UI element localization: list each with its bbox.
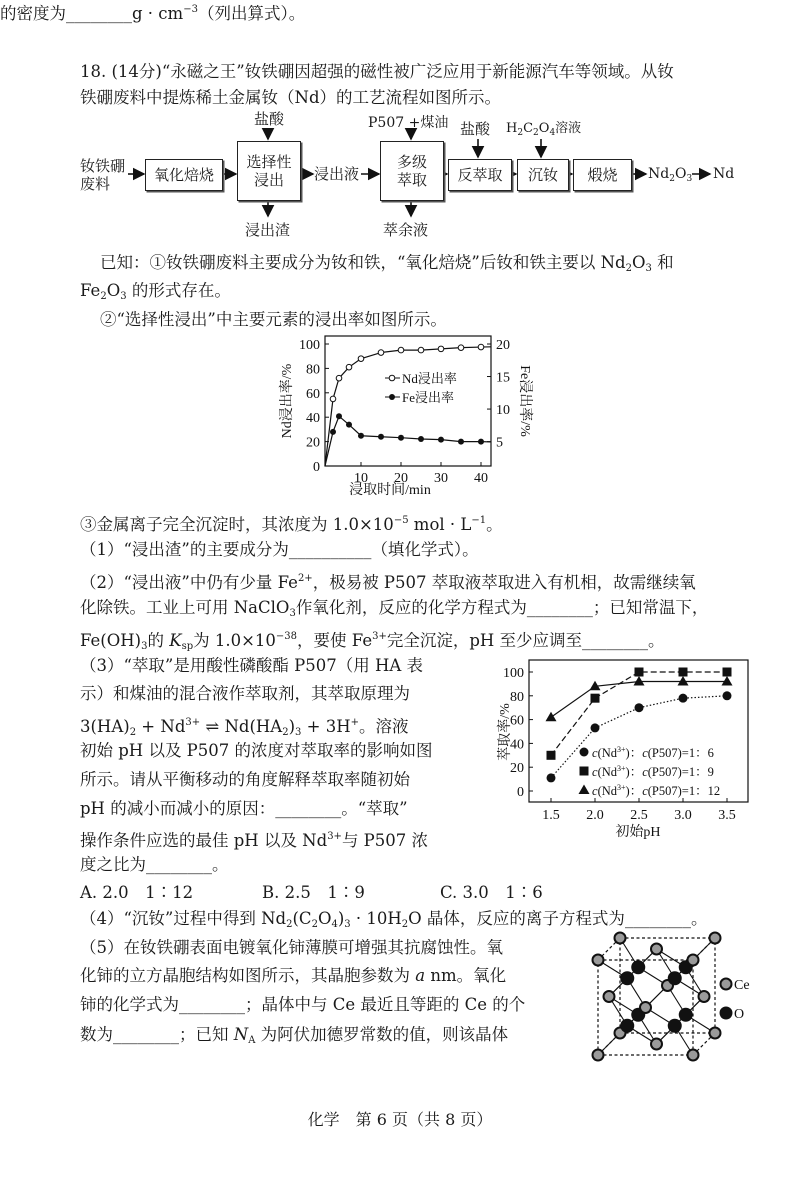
subscript: 2	[311, 919, 318, 930]
text-run: （4）“沉钕”过程中得到 Nd	[80, 909, 287, 928]
text-run: 化铈的立方晶胞结构如图所示，其晶胞参数为	[80, 966, 416, 985]
italic-symbol: K	[169, 631, 182, 650]
y2-tick-label: 20	[496, 338, 510, 353]
x-axis-label: 浸取时间/min	[349, 483, 431, 498]
subscript: A	[248, 1035, 256, 1046]
text-run: ⇌ Nd(HA	[200, 717, 283, 736]
cerium-atom	[615, 933, 626, 944]
text-run: · 10H	[350, 909, 402, 928]
superscript: 2+	[297, 573, 313, 584]
legend-text-part: 3+	[617, 745, 626, 754]
legend-text-part: )：	[625, 765, 643, 779]
text-run: ，要使 Fe	[297, 631, 373, 650]
subscript: 3	[141, 641, 148, 652]
text-run: 3(HA)	[80, 717, 130, 736]
subscript: 3	[295, 727, 302, 738]
text-run: 和	[651, 253, 674, 272]
text-run: 为阿伏加德罗常数的值，则该晶体	[255, 1025, 509, 1044]
data-point-circle	[679, 694, 688, 703]
subscript: 2	[286, 919, 293, 930]
legend-text-part: (P507)=1：6	[647, 746, 714, 760]
x-tick-label: 10	[354, 471, 368, 486]
legend-text-part: (Nd	[597, 746, 618, 760]
product-metal: Nd	[713, 166, 735, 182]
legend-marker-square	[580, 767, 589, 776]
subscript: 3	[289, 608, 296, 619]
x-axis-label: 初始pH	[615, 825, 661, 840]
text-run: Fe	[80, 281, 101, 300]
superscript: 3+	[327, 831, 342, 842]
text-run: 与 P507 浓	[341, 831, 429, 850]
legend-label-square	[592, 764, 714, 779]
fe-data-point	[336, 413, 342, 419]
reagent-hcl-strip: 盐酸	[460, 120, 491, 138]
data-point-square	[591, 694, 600, 703]
data-point-square	[547, 751, 556, 760]
step-back-extraction: 反萃取	[448, 159, 512, 191]
text-run: 示）和煤油的混合液作萃取剂，其萃取原理为	[80, 684, 410, 703]
text-run: 度之比为	[80, 855, 146, 874]
legend-nd-marker	[389, 375, 395, 381]
legend-text-part: (Nd	[597, 765, 618, 779]
oxygen-atom	[679, 1008, 693, 1022]
cerium-atom	[593, 1050, 604, 1061]
text-run: 。	[690, 909, 708, 928]
legend-text-part: c	[592, 746, 598, 760]
text-run: 操作条件应选的最佳 pH 以及 Nd	[80, 831, 328, 850]
text-run: 18. (14分)“永磁之王”钕铁硼因超强的磁性被广泛应用于新能源汽车等领域。从钕	[80, 62, 674, 81]
text-run: g · cm	[132, 4, 184, 23]
answer-blank: ________	[624, 909, 691, 928]
text-run: nm。氧化	[425, 966, 507, 985]
superscript: −3	[183, 4, 198, 15]
legend-text-part: (P507)=1：9	[647, 765, 714, 779]
superscript: +	[350, 717, 359, 728]
fe-data-point	[418, 436, 424, 442]
x-tick-label: 3.5	[718, 808, 736, 823]
text-run: O	[632, 253, 646, 272]
legend-text-part: 3+	[617, 764, 626, 773]
text-run: 。	[486, 515, 503, 534]
fe-data-point	[358, 433, 364, 439]
legend-text-part: c	[592, 784, 598, 798]
y-tick-label: 20	[306, 435, 320, 451]
legend-ce-label: Ce	[734, 978, 750, 993]
data-point-triangle	[546, 712, 557, 722]
text-run: 铈的化学式为	[80, 995, 179, 1014]
answer-blank: ________	[179, 995, 245, 1014]
subscript: 3	[645, 263, 652, 274]
x-tick-label: 40	[474, 471, 488, 486]
data-point-triangle	[634, 676, 645, 686]
reagent-oxalic-acid: $H_2C_2O_4$溶液	[506, 121, 582, 138]
legend-ce-marker	[721, 979, 732, 990]
text-run: （列出算式）。	[197, 4, 306, 23]
nd-data-point	[378, 350, 384, 356]
text-run: )	[288, 717, 296, 736]
text-run: 的形式存在。	[126, 281, 231, 300]
fe-data-point	[438, 437, 444, 443]
y-tick-label: 0	[517, 785, 524, 800]
y-axis-label: 萃取率/%	[498, 703, 513, 761]
cerium-atom	[640, 1002, 651, 1013]
y-tick-label: 0	[313, 460, 320, 475]
x-tick-label: 2.5	[630, 808, 648, 823]
text-run: 化除铁。工业上可用 NaClO	[80, 598, 290, 617]
oxygen-atom	[620, 971, 634, 985]
cerium-atom	[688, 1050, 699, 1061]
option-c: C. 3.0 1∶6	[440, 883, 543, 902]
text-run: )	[337, 909, 345, 928]
legend-label-circle	[592, 745, 714, 760]
y2-tick-label: 15	[496, 370, 510, 386]
answer-blank: ________	[582, 631, 649, 650]
answer-blank: ________	[146, 855, 212, 874]
data-point-circle	[723, 691, 732, 700]
data-point-square	[723, 668, 732, 677]
superscript: 3+	[185, 717, 201, 728]
data-point-circle	[635, 703, 644, 712]
text-run: O 晶体，反应的离子方程式为	[408, 909, 625, 928]
legend-nd-label: Nd浸出率	[402, 371, 457, 386]
cerium-atom	[604, 991, 615, 1002]
text-run: + Nd	[136, 717, 186, 736]
cerium-atom	[651, 1039, 662, 1050]
legend-text-part: (Nd	[597, 784, 618, 798]
y-tick-label: 80	[306, 362, 320, 378]
subscript: 4	[331, 919, 338, 930]
subscript: 2	[100, 291, 107, 302]
text-run: ③金属离子完全沉淀时，其浓度为 1.0×10	[80, 515, 394, 534]
nd-data-point	[478, 344, 484, 350]
text-run: 所示。请从平衡移动的角度解释萃取率随初始	[80, 770, 410, 789]
text-run: (C	[292, 909, 312, 928]
legend-o-marker	[720, 1007, 733, 1020]
step-selective-leaching: 选择性 浸出	[237, 141, 301, 201]
italic-symbol: N	[233, 1025, 249, 1044]
text-run: O	[106, 281, 121, 300]
text-run: Fe(OH)	[80, 631, 142, 650]
y-tick-label: 80	[510, 689, 524, 705]
text-run: （5）在钕铁硼表面电镀氧化铈薄膜可增强其抗腐蚀性。氧	[80, 938, 503, 957]
option-a: A. 2.0 1∶12	[80, 883, 194, 902]
text-run: 初始 pH 以及 P507 的浓度对萃取率的影响如图	[80, 741, 433, 760]
byproduct-residue: 浸出渣	[245, 221, 291, 239]
legend-fe-label: Fe浸出率	[402, 390, 455, 405]
data-point-circle	[591, 723, 600, 732]
legend-marker-triangle	[579, 785, 590, 795]
text-run: （填化学式）。	[371, 540, 479, 559]
oxygen-atom	[668, 1019, 682, 1033]
feed-label: 钕铁硼 废料	[80, 157, 126, 193]
text-run: 完全沉淀，pH 至少应调至	[386, 631, 583, 650]
cerium-atom	[710, 1028, 721, 1039]
subscript: sp	[181, 641, 194, 652]
legend-text-part: c	[592, 765, 598, 779]
data-point-circle	[547, 773, 556, 782]
text-run: 。“萃取”	[341, 799, 408, 818]
oxygen-atom	[668, 971, 682, 985]
legend-text-part: c	[642, 784, 648, 798]
y2-tick-label: 10	[496, 403, 510, 419]
data-point-square	[635, 668, 644, 677]
y-tick-label: 40	[510, 737, 524, 753]
y2-tick-label: 5	[496, 435, 503, 451]
nd-data-point	[398, 347, 404, 353]
answer-blank: ________	[113, 1025, 179, 1044]
subscript: 3	[344, 919, 351, 930]
italic-symbol: a	[415, 966, 426, 985]
nd-data-point	[358, 356, 364, 362]
nd-data-point	[346, 364, 352, 370]
text-run: 。	[648, 631, 665, 650]
nd-data-point	[336, 375, 342, 381]
step-calcination: 煅烧	[573, 159, 632, 191]
x-tick-label: 3.0	[674, 808, 692, 823]
x-tick-label: 30	[434, 471, 448, 486]
product-oxide: $Nd_2O_3$	[648, 166, 693, 184]
nd-data-point	[438, 346, 444, 352]
cerium-atom	[710, 933, 721, 944]
nd-data-point	[458, 345, 464, 351]
text-run: O	[317, 909, 332, 928]
legend-text-part: c	[642, 765, 648, 779]
y-tick-label: 20	[510, 761, 524, 777]
legend-text-part: )：	[625, 784, 643, 798]
text-run: 为 1.0×10	[193, 631, 276, 650]
option-b: B. 2.5 1∶9	[262, 883, 365, 902]
data-point-triangle	[678, 676, 689, 686]
legend-text-part: c	[642, 746, 648, 760]
x-tick-label: 20	[394, 471, 408, 486]
step-multistage-extraction: 多级 萃取	[380, 141, 444, 201]
answer-blank: ________	[66, 4, 132, 23]
x-tick-label: 2.0	[586, 808, 604, 823]
subscript: 2	[282, 727, 289, 738]
data-point-triangle	[722, 676, 733, 686]
legend-text-part: 3+	[617, 783, 626, 792]
text-run: 的	[147, 631, 170, 650]
superscript: −5	[393, 515, 409, 526]
legend-text-part: (P507)=1：12	[647, 784, 721, 798]
reagent-hcl-leach: 盐酸	[254, 110, 285, 128]
x-tick-label: 1.5	[542, 808, 560, 823]
byproduct-raffinate: 萃余液	[383, 221, 429, 239]
oxygen-atom	[620, 1019, 634, 1033]
text-run: ；晶体中与 Ce 最近且等距的 Ce 的个	[245, 995, 526, 1014]
answer-blank: ________	[526, 598, 593, 617]
leachate-label: 浸出液	[314, 165, 360, 183]
page-footer: 化学 第 6 页（共 8 页）	[307, 1110, 493, 1129]
fe-data-point	[458, 439, 464, 445]
text-run: ，极易被 P507 萃取液萃取进入有机相，故需继续氧	[312, 573, 696, 592]
text-run: 。	[212, 855, 229, 874]
nd-data-point	[418, 347, 424, 353]
superscript: 3+	[372, 631, 387, 642]
cerium-atom	[699, 991, 710, 1002]
reagent-p507-kerosene: P507 +煤油	[368, 115, 449, 131]
text-run: mol · L	[408, 515, 472, 534]
subscript: 3	[120, 291, 127, 302]
text-run: pH 的减小而减小的原因：	[80, 799, 276, 818]
text-run: 已知：①钕铁硼废料主要成分为钕和铁，“氧化焙烧”后钕和铁主要以 Nd	[100, 253, 626, 272]
y-tick-label: 100	[299, 338, 320, 353]
cerium-atom	[593, 955, 604, 966]
fe-data-point	[346, 422, 352, 428]
text-run: ②“选择性浸出”中主要元素的浸出率如图所示。	[100, 310, 447, 329]
legend-text-part: )：	[625, 746, 643, 760]
text-run: （3）“萃取”是用酸性磷酸酯 P507（用 HA 表	[80, 656, 424, 675]
fe-data-point	[378, 434, 384, 440]
superscript: −1	[471, 515, 487, 526]
fe-data-point	[478, 439, 484, 445]
y-tick-label: 40	[306, 411, 320, 427]
answer-blank: __________	[288, 540, 372, 559]
text-run: （1）“浸出渣”的主要成分为	[80, 540, 289, 559]
cerium-atom	[651, 944, 662, 955]
text-run: （2）“浸出液”中仍有少量 Fe	[80, 573, 298, 592]
fe-data-point	[330, 429, 336, 435]
step-nd-precipitation: 沉钕	[517, 159, 569, 191]
text-run: 铁硼废料中提炼稀土金属钕（Nd）的工艺流程如图所示。	[80, 88, 501, 107]
legend-fe-marker	[389, 394, 395, 400]
answer-blank: ________	[275, 799, 342, 818]
fe-data-point	[398, 435, 404, 441]
subscript: 2	[401, 919, 409, 930]
y-tick-label: 100	[503, 666, 524, 681]
cerium-atom	[688, 955, 699, 966]
nd-data-point	[330, 396, 336, 402]
y-tick-label: 60	[306, 386, 320, 402]
legend-label-triangle	[592, 783, 720, 798]
subscript: 2	[625, 263, 632, 274]
y-axis-label: Nd浸出率/%	[280, 363, 295, 439]
text-run: 。溶液	[358, 717, 409, 736]
text-run: 作氧化剂，反应的化学方程式为	[295, 598, 527, 617]
legend-o-label: O	[734, 1007, 745, 1022]
y2-axis-label: Fe浸出率/%	[517, 365, 532, 437]
text-run: + 3H	[301, 717, 351, 736]
oxygen-atom	[631, 960, 645, 974]
legend-marker-circle	[580, 748, 589, 757]
step-oxidation-roasting: 氧化焙烧	[145, 159, 223, 191]
text-run: 的密度为	[0, 4, 66, 23]
text-run: ；已知	[179, 1025, 234, 1044]
data-point-square	[679, 668, 688, 677]
text-run: 数为	[80, 1025, 113, 1044]
text-run: ；已知常温下，	[592, 598, 709, 617]
ceo2-unit-cell	[593, 933, 721, 1061]
y-tick-label: 60	[510, 713, 524, 729]
subscript: 2	[129, 727, 137, 738]
superscript: −38	[275, 631, 298, 642]
